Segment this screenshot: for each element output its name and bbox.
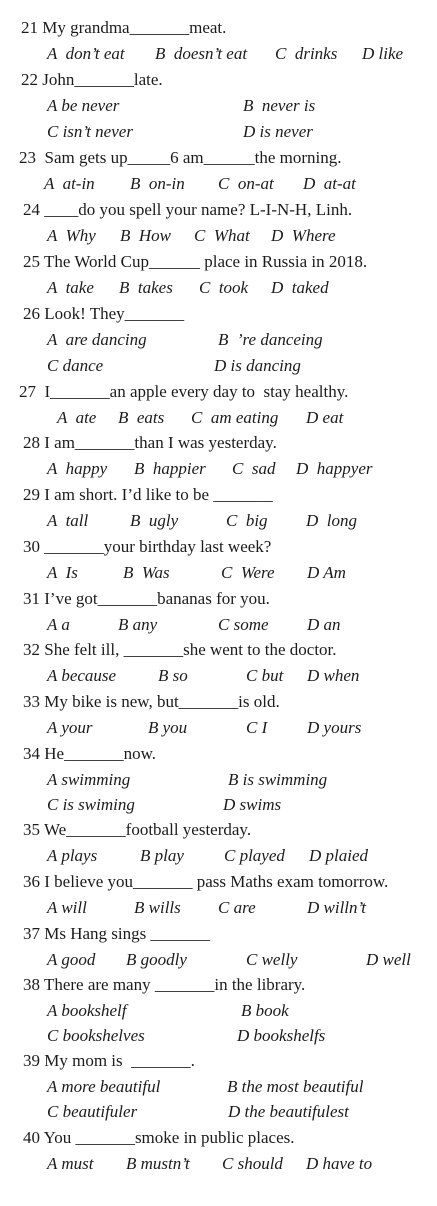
answer-option: C but (246, 666, 284, 685)
question-stem: 21 My grandma_______meat. (21, 18, 227, 37)
options-row (0, 459, 437, 479)
answer-option: D like (362, 44, 404, 63)
answer-option: C took (199, 278, 249, 297)
answer-option: A will (47, 898, 87, 917)
question-stem: 24 ____do you spell your name? L-I-N-H, Linh. (23, 200, 353, 219)
answer-option: D is never (243, 122, 313, 141)
options-row (0, 174, 437, 194)
options-row (0, 846, 437, 866)
answer-option: D at-at (303, 174, 356, 193)
question-stem: 38 There are many _______in the library. (23, 975, 306, 994)
options-row (0, 226, 437, 246)
answer-option: C What (194, 226, 250, 245)
answer-option: C bookshelves (47, 1026, 145, 1045)
answer-option: B goodly (126, 950, 187, 969)
answer-option: D eat (306, 408, 344, 427)
answer-option: B you (148, 718, 188, 737)
answer-option: C beautifuler (47, 1102, 138, 1121)
answer-option: D the beautifulest (228, 1102, 349, 1121)
answer-option: A tall (47, 511, 89, 530)
answer-option: B play (140, 846, 184, 865)
answer-option: D happyer (296, 459, 373, 478)
answer-option: A because (47, 666, 117, 685)
options-row (0, 563, 437, 583)
options-row (0, 122, 437, 142)
answer-option: B mustn’t (126, 1154, 190, 1173)
answer-option: D have to (306, 1154, 373, 1173)
answer-option: A Why (47, 226, 96, 245)
answer-option: C some (218, 615, 269, 634)
answer-option: D bookshelfs (237, 1026, 326, 1045)
options-row (0, 1026, 437, 1046)
question-stem: 34 He_______now. (23, 744, 156, 763)
answer-option: C welly (246, 950, 298, 969)
answer-option: B takes (119, 278, 173, 297)
question-stem: 36 I believe you_______ pass Maths exam tomorrow. (23, 872, 389, 891)
question-stem: 26 Look! They_______ (23, 304, 185, 323)
answer-option: C I (246, 718, 268, 737)
answer-option: B ’re danceing (218, 330, 323, 349)
answer-option: A plays (47, 846, 98, 865)
options-row (0, 44, 437, 64)
answer-option: C are (218, 898, 256, 917)
answer-option: B happier (134, 459, 206, 478)
question-stem: 37 Ms Hang sings _______ (23, 924, 211, 943)
answer-option: C drinks (275, 44, 338, 63)
answer-option: B ugly (130, 511, 179, 530)
options-row (0, 1154, 437, 1174)
answer-option: D an (307, 615, 341, 634)
answer-option: D when (307, 666, 360, 685)
answer-option: B on-in (130, 174, 185, 193)
answer-option: D yours (307, 718, 362, 737)
question-stem: 25 The World Cup______ place in Russia in 2018. (23, 252, 368, 271)
answer-option: B is swimming (228, 770, 328, 789)
question-stem: 30 _______your birthday last week? (23, 537, 272, 556)
options-row (0, 1102, 437, 1122)
options-row (0, 96, 437, 116)
answer-option: A take (47, 278, 94, 297)
answer-option: B Was (123, 563, 170, 582)
answer-option: D taked (271, 278, 329, 297)
answer-option: A a (47, 615, 70, 634)
answer-option: C big (226, 511, 268, 530)
question-stem: 40 You _______smoke in public places. (23, 1128, 295, 1147)
answer-option: B wills (134, 898, 181, 917)
answer-option: B the most beautiful (227, 1077, 364, 1096)
answer-option: A good (47, 950, 96, 969)
answer-option: B doesn’t eat (155, 44, 248, 63)
options-row (0, 615, 437, 635)
answer-option: A must (47, 1154, 94, 1173)
answer-option: C played (224, 846, 285, 865)
question-stem: 29 I am short. I’d like to be _______ (23, 485, 273, 504)
options-row (0, 511, 437, 531)
answer-option: D plaied (309, 846, 369, 865)
options-row (0, 666, 437, 686)
options-row (0, 770, 437, 790)
answer-option: C sad (232, 459, 276, 478)
answer-option: C should (222, 1154, 283, 1173)
options-row (0, 408, 437, 428)
answer-option: C on-at (218, 174, 274, 193)
answer-option: A swimming (47, 770, 131, 789)
answer-option: A ate (57, 408, 97, 427)
options-row (0, 330, 437, 350)
answer-option: A be never (47, 96, 120, 115)
question-stem: 35 We_______football yesterday. (23, 820, 252, 839)
answer-option: B never is (243, 96, 316, 115)
question-stem: 32 She felt ill, _______she went to the doctor. (23, 640, 337, 659)
answer-option: C am eating (191, 408, 279, 427)
options-row (0, 718, 437, 738)
answer-option: A at-in (44, 174, 95, 193)
answer-option: C isn’t never (47, 122, 133, 141)
answer-option: D willn’t (307, 898, 367, 917)
question-stem: 27 I_______an apple every day to stay healthy. (19, 382, 349, 401)
question-stem: 22 John_______late. (21, 70, 163, 89)
options-row (0, 356, 437, 376)
answer-option: A are dancing (47, 330, 147, 349)
question-stem: 39 My mom is _______. (23, 1051, 195, 1070)
question-stem: 31 I’ve got_______bananas for you. (23, 589, 270, 608)
answer-option: C dance (47, 356, 104, 375)
options-row (0, 278, 437, 298)
answer-option: B any (118, 615, 158, 634)
options-row (0, 795, 437, 815)
answer-option: D swims (223, 795, 282, 814)
answer-option: D Am (307, 563, 346, 582)
question-stem: 23 Sam gets up_____6 am______the morning. (19, 148, 342, 167)
question-stem: 33 My bike is new, but_______is old. (23, 692, 280, 711)
answer-option: A your (47, 718, 93, 737)
options-row (0, 950, 437, 970)
options-row (0, 1001, 437, 1021)
answer-option: B eats (118, 408, 165, 427)
answer-option: B book (241, 1001, 289, 1020)
answer-option: C Were (221, 563, 275, 582)
answer-option: D long (306, 511, 357, 530)
answer-option: A don’t eat (47, 44, 125, 63)
answer-option: D Where (271, 226, 336, 245)
answer-option: B How (120, 226, 171, 245)
answer-option: A happy (47, 459, 108, 478)
answer-option: D is dancing (214, 356, 301, 375)
answer-option: B so (158, 666, 188, 685)
answer-option: A bookshelf (47, 1001, 127, 1020)
answer-option: A more beautiful (47, 1077, 161, 1096)
options-row (0, 1077, 437, 1097)
answer-option: A Is (47, 563, 78, 582)
answer-option: D well (366, 950, 411, 969)
answer-option: C is swiming (47, 795, 135, 814)
question-stem: 28 I am_______than I was yesterday. (23, 433, 277, 452)
options-row (0, 898, 437, 918)
